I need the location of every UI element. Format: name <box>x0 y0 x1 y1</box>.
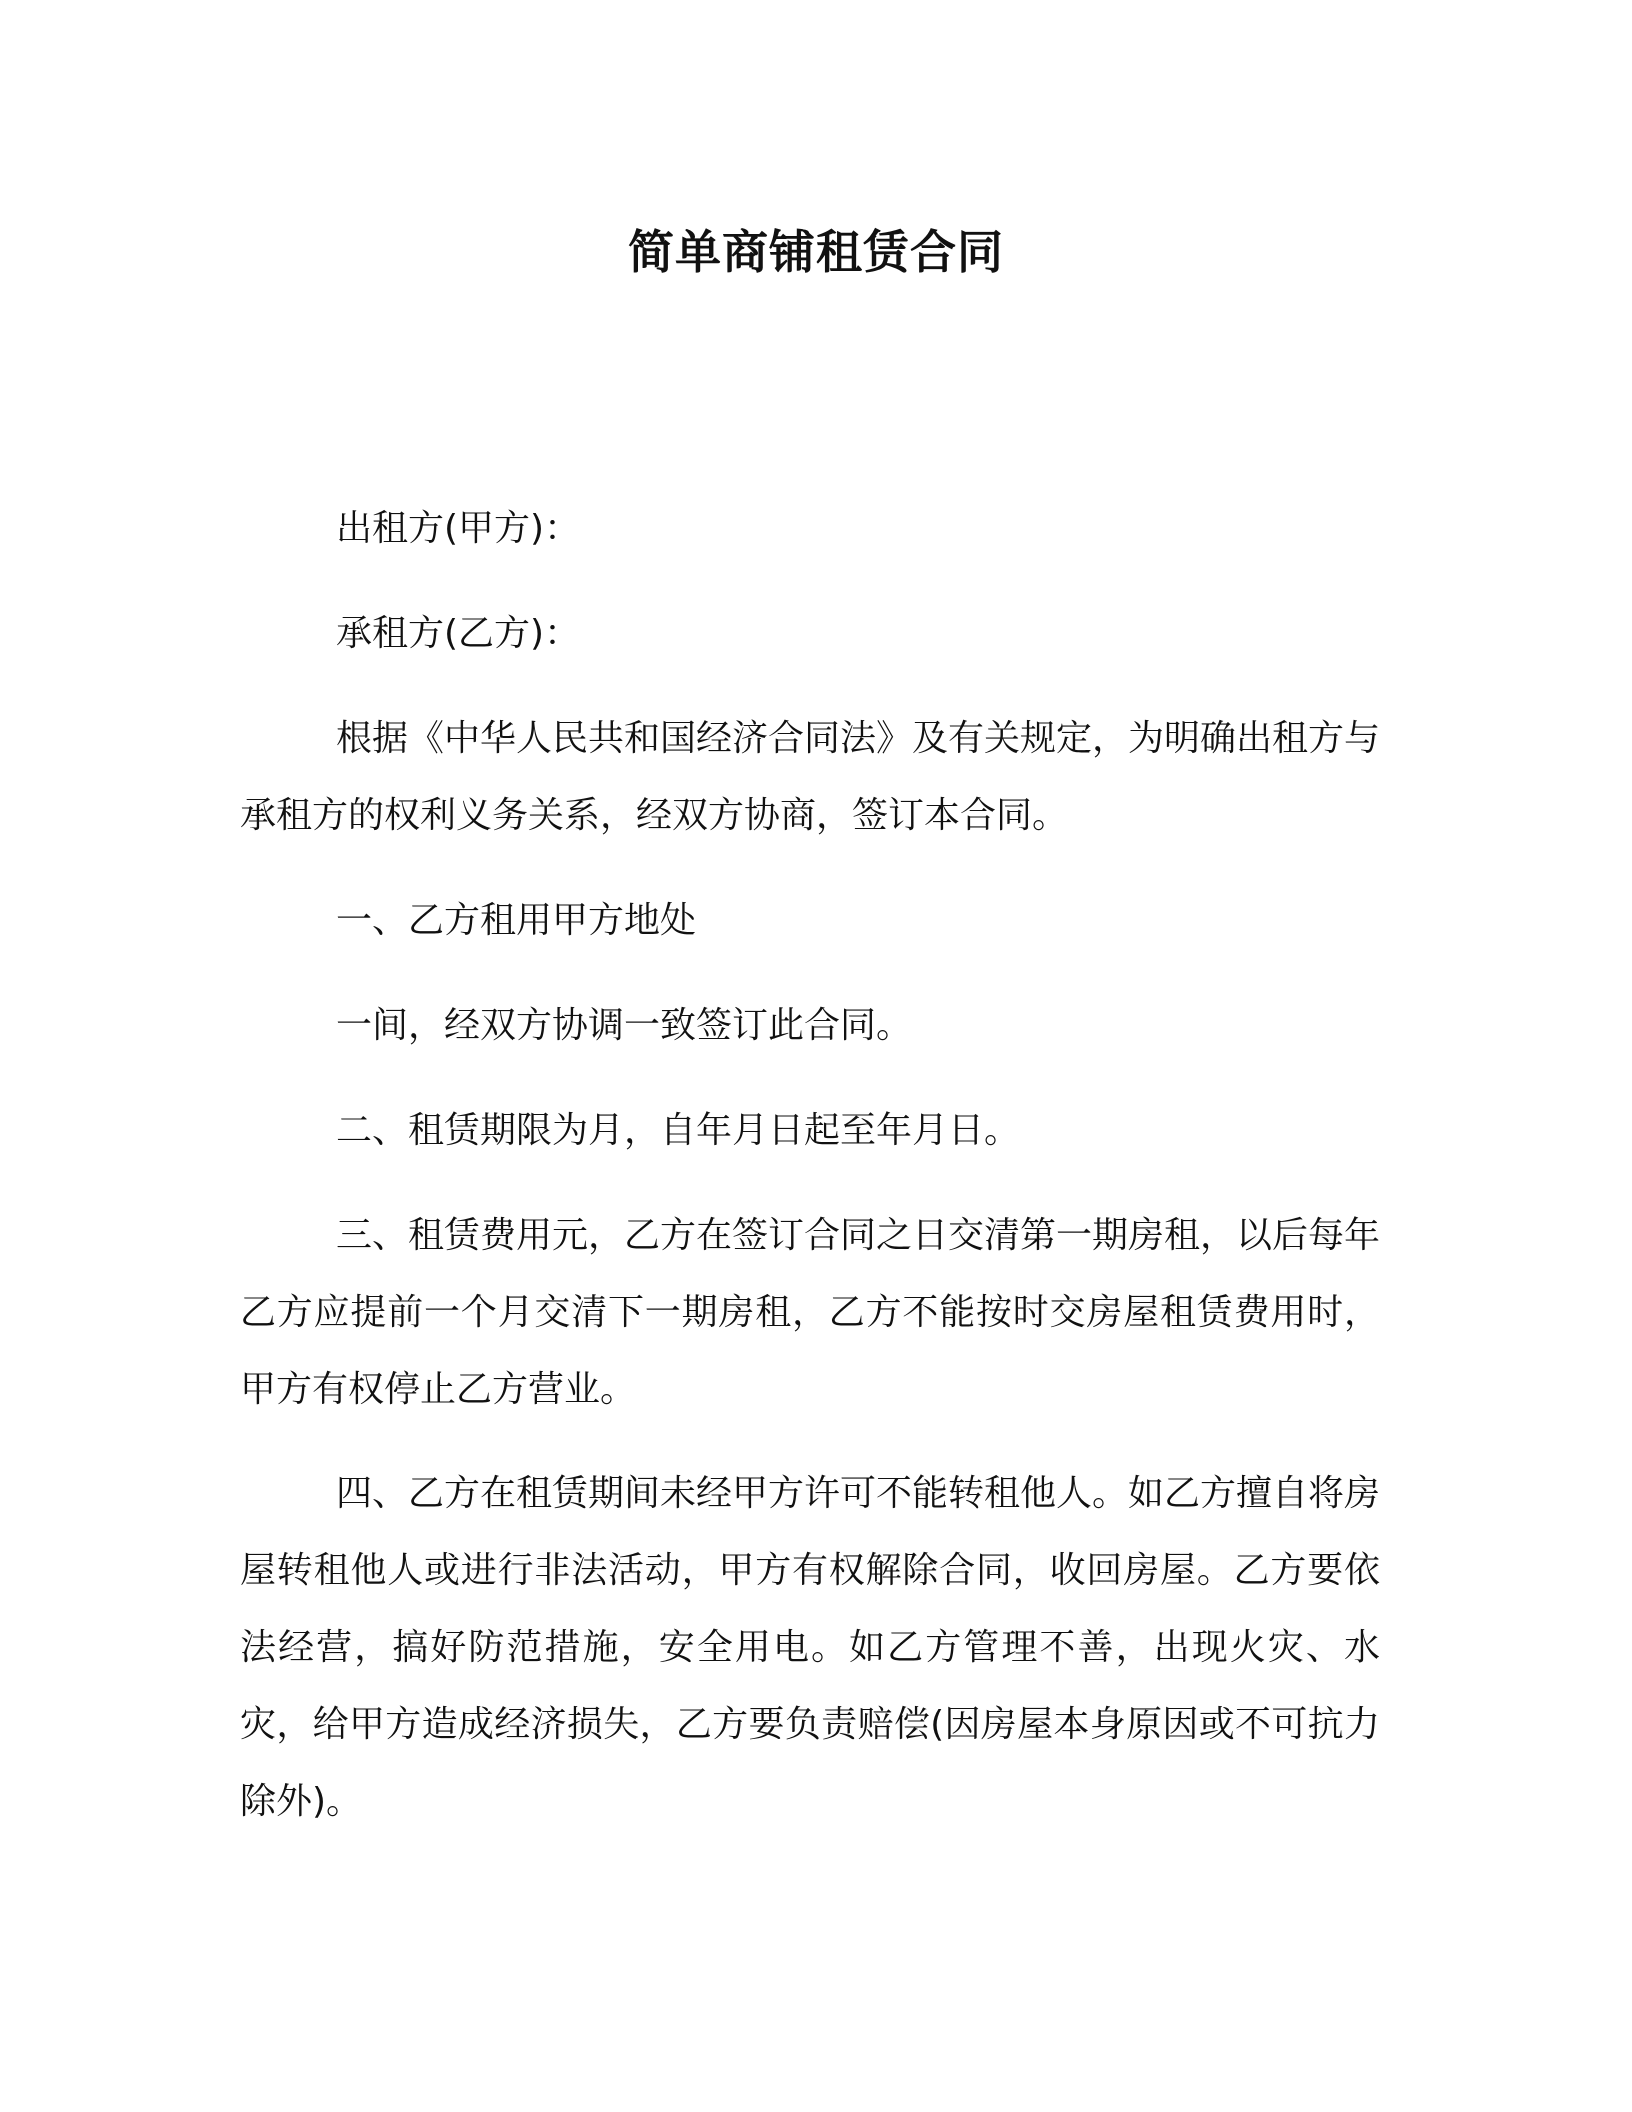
clause-1-continuation: 一间，经双方协调一致签订此合同。 <box>336 1005 913 1046</box>
preamble-paragraph: 根据《中华人民共和国经济合同法》及有关规定，为明确出租方与承租方的权利义务关系，经双方协商，签订本合同。 <box>240 718 1381 836</box>
clause-2-paragraph: 二、租赁期限为月，自年月日起至年月日。 <box>336 1110 1021 1151</box>
party-b-line: 承租方(乙方)： <box>336 613 581 654</box>
clause-3-paragraph: 三、租赁费用元，乙方在签订合同之日交清第一期房租，以后每年乙方应提前一个月交清下一期房租，乙方不能按时交房屋租赁费用时，甲方有权停止乙方营业。 <box>240 1215 1381 1410</box>
clause-1-paragraph: 一、乙方租用甲方地处 <box>336 900 697 941</box>
clause-4-paragraph: 四、乙方在租赁期间未经甲方许可不能转租他人。如乙方擅自将房屋转租他人或进行非法活动，甲方有权解除合同，收回房屋。乙方要依法经营，搞好防范措施，安全用电。如乙方管理不善，出现火灾、水灾，给甲方造成经济损失，乙方要负责赔偿(因房屋本身原因或不可抗力除外)。 <box>240 1473 1381 1822</box>
party-a-line: 出租方(甲方)： <box>336 508 581 549</box>
document-title: 简单商铺租赁合同 <box>628 225 1004 279</box>
